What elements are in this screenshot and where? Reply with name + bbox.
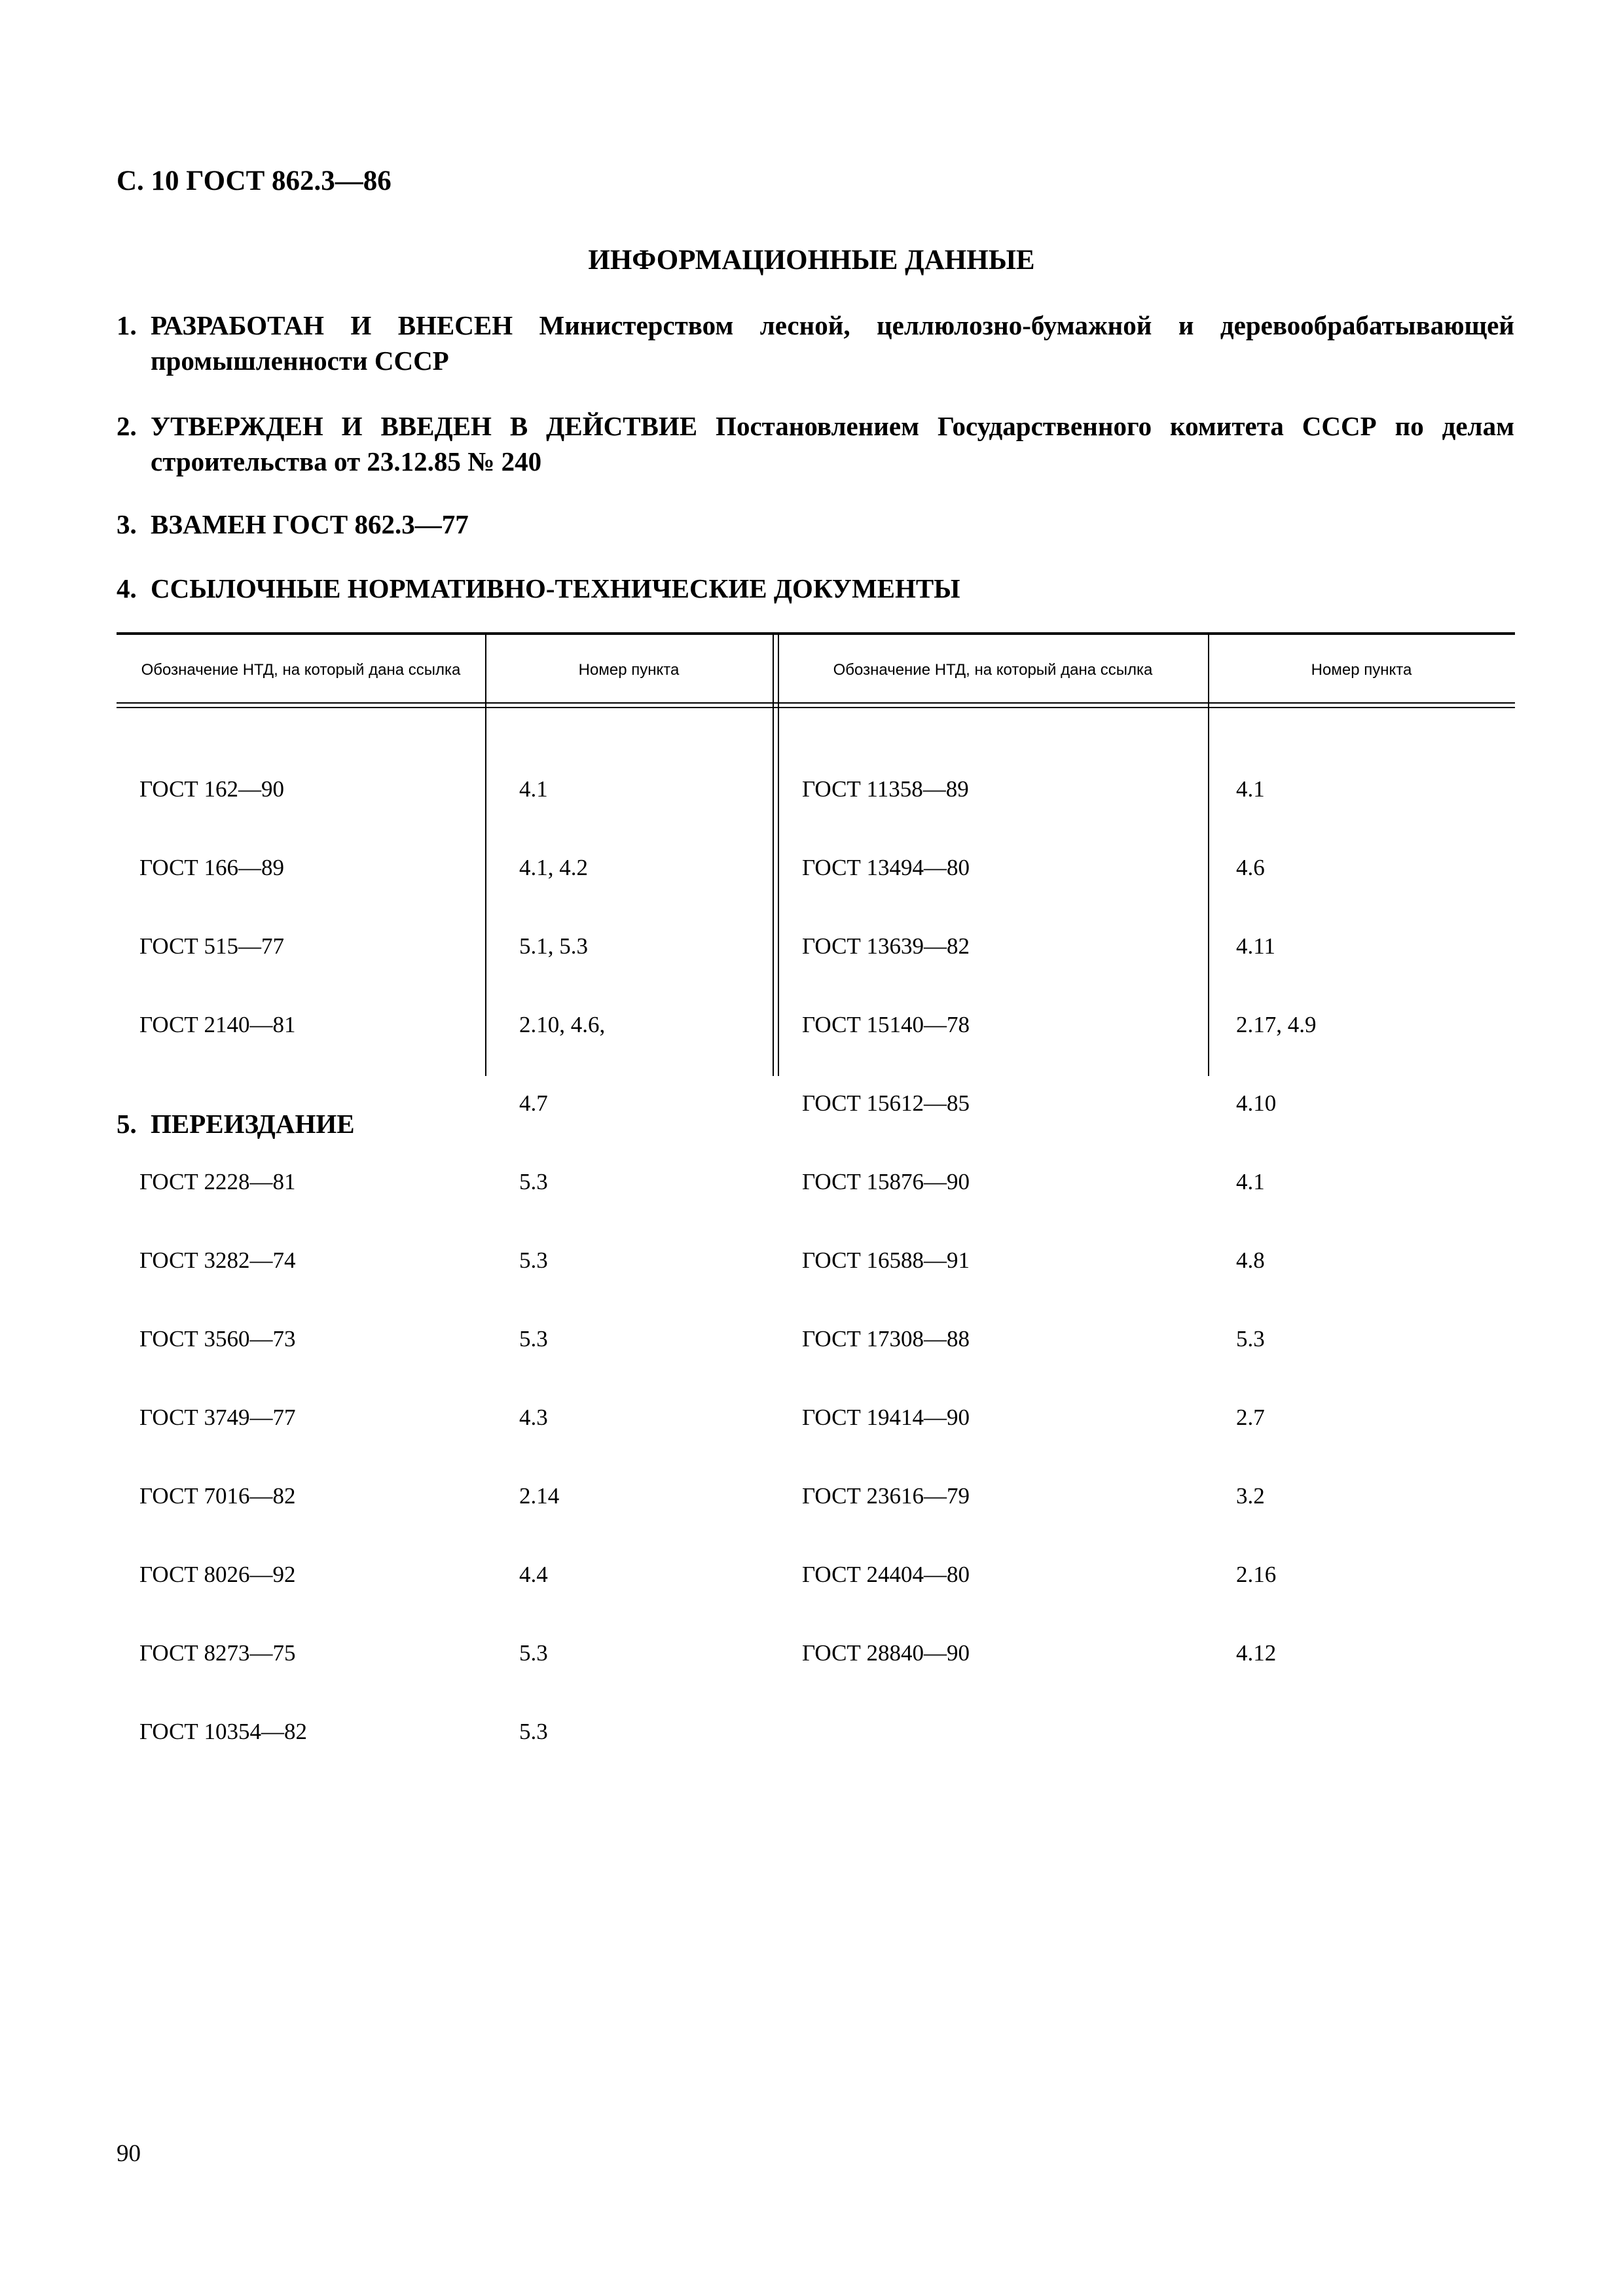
table-header-document: Обозначение НТД, на который дана ссылка — [141, 661, 461, 679]
table-column-divider — [773, 632, 774, 1076]
right-clause-column — [1236, 724, 1317, 1719]
table-cell: 4.11 — [1236, 933, 1275, 959]
table-top-rule — [117, 632, 1515, 635]
table-cell: 2.16 — [1236, 1562, 1277, 1587]
table-cell: ГОСТ 3560—73 — [139, 1326, 296, 1352]
table-cell: ГОСТ 7016—82 — [139, 1483, 296, 1509]
table-cell: 5.3 — [519, 1247, 548, 1273]
page-number: 90 — [117, 2140, 141, 2167]
table-cell: 2.7 — [1236, 1405, 1265, 1430]
right-document-column — [802, 724, 970, 1719]
item-number: 5. — [117, 1109, 137, 1139]
table-cell: ГОСТ 13639—82 — [802, 933, 970, 959]
table-header-document: Обозначение НТД, на который дана ссылка — [833, 661, 1153, 679]
table-cell: ГОСТ 2140—81 — [139, 1012, 296, 1037]
table-cell: ГОСТ 19414—90 — [802, 1405, 970, 1430]
table-header-clause: Номер пункта — [578, 661, 680, 679]
table-cell: ГОСТ 15876—90 — [802, 1169, 970, 1194]
table-cell: 2.10, 4.6, — [519, 1012, 606, 1037]
item-text: РАЗРАБОТАН И ВНЕСЕН Министерством лесной, целлюлозно-бумажной и деревообрабатывающей промышленности СССР — [151, 310, 1514, 376]
table-cell: 4.1, 4.2 — [519, 855, 588, 880]
table-cell: 5.3 — [519, 1719, 548, 1744]
table-cell: ГОСТ 8273—75 — [139, 1640, 296, 1666]
table-cell: 2.17, 4.9 — [1236, 1012, 1317, 1037]
item-number: 2. — [117, 411, 137, 441]
table-cell: 4.1 — [1236, 1169, 1265, 1194]
item-number: 3. — [117, 509, 137, 539]
item-number: 1. — [117, 310, 137, 340]
table-cell: 4.10 — [1236, 1090, 1277, 1116]
table-cell: 4.12 — [1236, 1640, 1277, 1666]
table-cell: ГОСТ 16588—91 — [802, 1247, 970, 1273]
item-number: 4. — [117, 573, 137, 603]
table-cell: ГОСТ 15140—78 — [802, 1012, 970, 1037]
info-item-2 — [117, 408, 1514, 479]
table-cell: ГОСТ 162—90 — [139, 776, 285, 802]
table-cell: ГОСТ 28840—90 — [802, 1640, 970, 1666]
table-cell: 4.6 — [1236, 855, 1265, 880]
item-text: ССЫЛОЧНЫЕ НОРМАТИВНО-ТЕХНИЧЕСКИЕ ДОКУМЕНТЫ — [151, 573, 960, 603]
info-item-1 — [117, 308, 1514, 378]
table-cell: 3.2 — [1236, 1483, 1265, 1509]
section-title: ИНФОРМАЦИОННЫЕ ДАННЫЕ — [588, 245, 1035, 276]
table-cell: 2.14 — [519, 1483, 560, 1509]
item-text: ВЗАМЕН ГОСТ 862.3—77 — [151, 509, 469, 539]
table-cell: ГОСТ 13494—80 — [802, 855, 970, 880]
table-header-clause: Номер пункта — [1311, 661, 1412, 679]
table-cell: ГОСТ 11358—89 — [802, 776, 969, 802]
table-cell: ГОСТ 15612—85 — [802, 1090, 970, 1116]
table-header-rule — [117, 707, 1515, 708]
table-cell: ГОСТ 515—77 — [139, 933, 285, 959]
table-cell: ГОСТ 24404—80 — [802, 1562, 970, 1587]
table-cell: 4.1 — [1236, 776, 1265, 802]
table-cell: ГОСТ 17308—88 — [802, 1326, 970, 1352]
table-cell: ГОСТ 2228—81 — [139, 1169, 296, 1194]
table-cell: ГОСТ 23616—79 — [802, 1483, 970, 1509]
table-cell: ГОСТ 166—89 — [139, 855, 285, 880]
item-text: УТВЕРЖДЕН И ВВЕДЕН В ДЕЙСТВИЕ Постановлением Государственного комитета СССР по делам строительства от 23.12.85 № 240 — [151, 411, 1514, 476]
info-item-4 — [117, 571, 1514, 606]
page-header: С. 10 ГОСТ 862.3—86 — [117, 166, 392, 196]
table-cell: 4.7 — [519, 1090, 548, 1116]
item-text: ПЕРЕИЗДАНИЕ — [151, 1109, 355, 1139]
left-clause-column — [519, 724, 605, 1797]
table-cell: 5.3 — [519, 1640, 548, 1666]
table-cell: 4.1 — [519, 776, 548, 802]
table-cell: 5.1, 5.3 — [519, 933, 588, 959]
info-item-5 — [117, 1106, 1514, 1141]
info-item-3 — [117, 507, 1514, 542]
table-cell: ГОСТ 10354—82 — [139, 1719, 308, 1744]
table-cell: 5.3 — [519, 1326, 548, 1352]
table-cell: 4.8 — [1236, 1247, 1265, 1273]
table-cell: ГОСТ 3749—77 — [139, 1405, 296, 1430]
table-cell: ГОСТ 3282—74 — [139, 1247, 296, 1273]
table-cell: 4.4 — [519, 1562, 548, 1587]
table-cell: 5.3 — [519, 1169, 548, 1194]
table-cell: 4.3 — [519, 1405, 548, 1430]
table-cell: 5.3 — [1236, 1326, 1265, 1352]
table-header-rule — [117, 702, 1515, 704]
left-document-column — [139, 724, 307, 1797]
table-cell: ГОСТ 8026—92 — [139, 1562, 296, 1587]
